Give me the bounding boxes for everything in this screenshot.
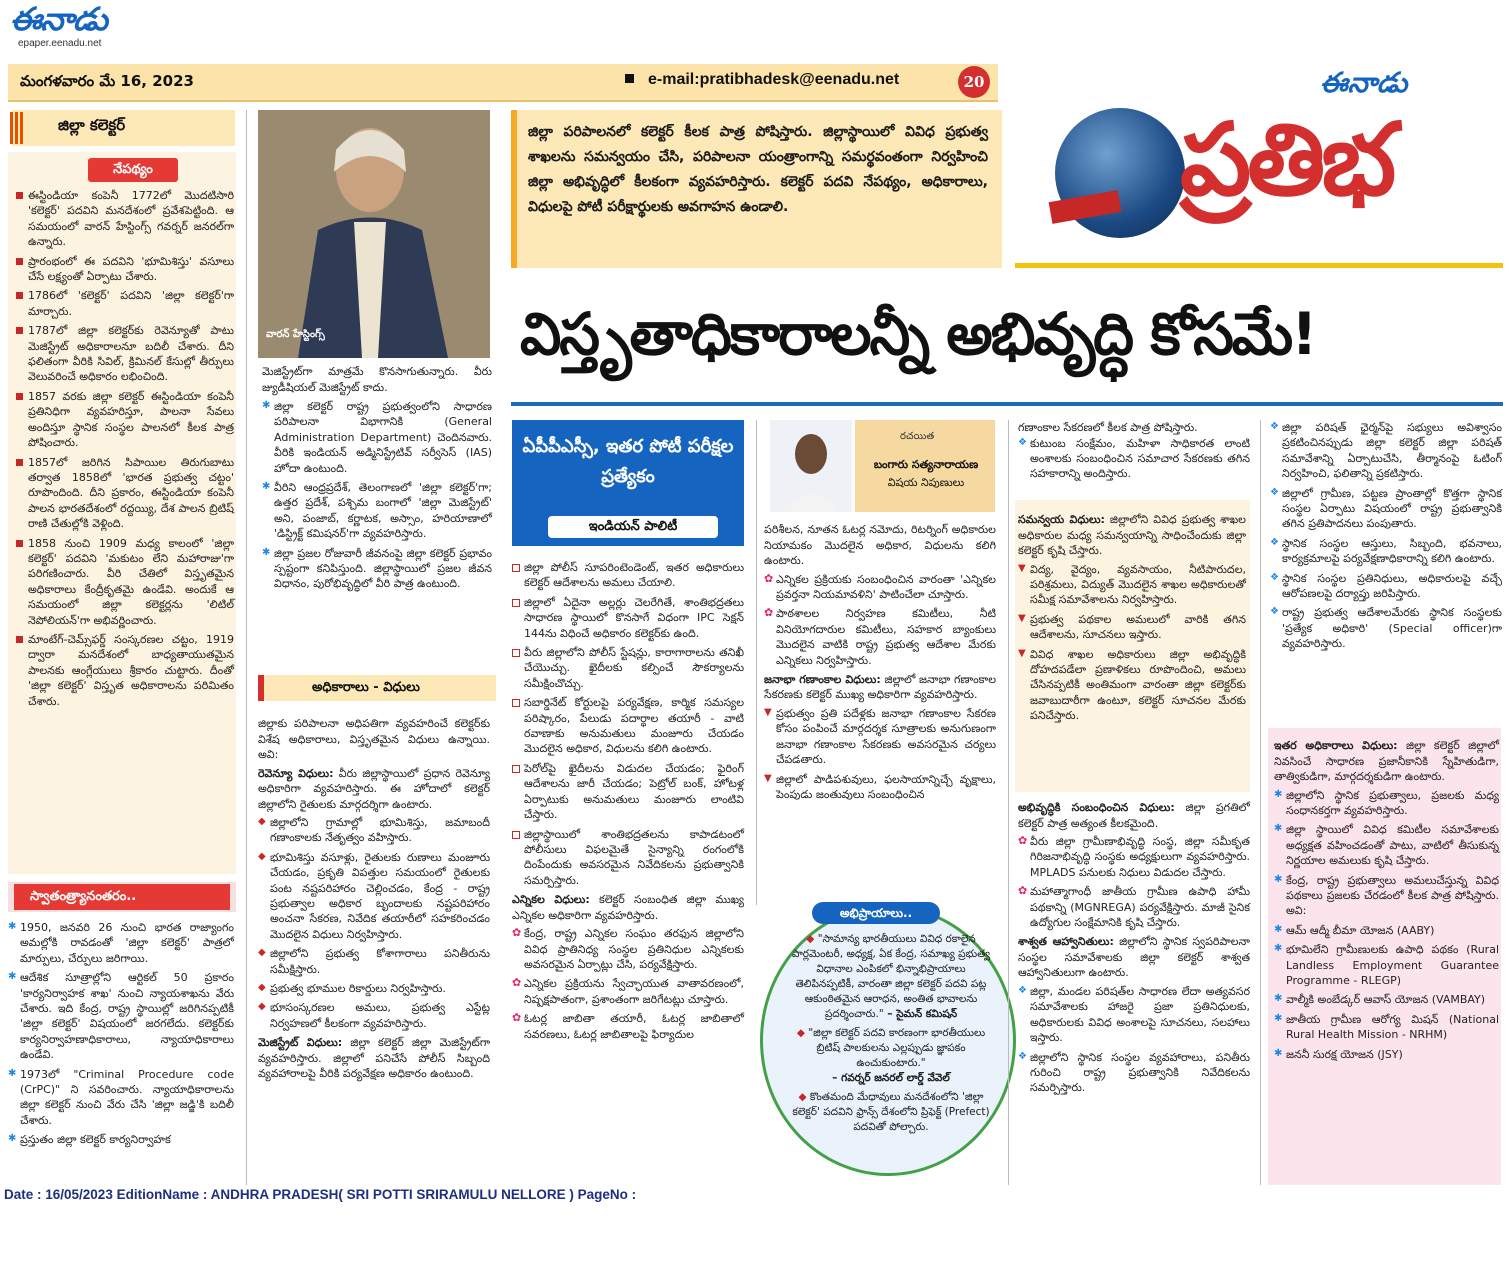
list-item: ❖ జిల్లా పరిషత్ ఛైర్మన్‌పై సభ్యులు అవిశ్వాసం ప్రకటించినప్పుడు జిల్లా కలెక్టర్ జిల్లా పరిషత్ సమావేశాన్ని ఏర్పాటుచేసి, తీర్మానంపై ఓటింగ్ నిర్వహించి, ఫలితాన్ని ప్రకటిస్తారు. (1270, 420, 1502, 482)
subsection-heading: నేపథ్యం (88, 158, 178, 182)
list-item: ◆ భూసంస్కరణల అమలు, ప్రభుత్వ ఎస్టేట్ల నిర్వహణలో కీలకంగా వ్యవహరిస్తారు. (258, 1000, 490, 1031)
quote (788, 932, 994, 1022)
list-item: జిల్లాలో ఏదైనా అల్లర్లు చెలరేగితే, శాంతిభద్రతలు సాధారణ స్థాయిలో కొనసాగే విధంగా IPC సెక్షన్ 144ను విధించే అధికారం కలెక్టర్‌కు ఉంది. (512, 595, 744, 641)
coordination-text (1018, 512, 1246, 728)
column2-list (262, 364, 492, 596)
quote (788, 1026, 994, 1086)
paragraph-body: జిల్లాలో జనాభా గణాంకాల సేకరణకు కలెక్టర్ ముఖ్య అధికారిగా వ్యవహరిస్తారు. (764, 672, 996, 702)
list-item: ❖ కుటుంబ సంక్షేమం, మహిళా సాధికారత లాంటి అంశాలకు సంబంధించిన సమాచార సేకరణకు తగిన సహకారాన్ని అందిస్తారు. (1018, 436, 1250, 482)
text-paragraph (1018, 934, 1250, 981)
list-item: 1858 నుంచి 1909 మధ్య కాలంలో 'జిల్లా కలెక్టర్' పదవిని 'మకుటం లేని మహారాజు'గా పరిగణించారు. వీరి చేతిలో విస్తృతమైన అధికారాలు కేంద్రీకృతమై ఉండేవి. అందుకే ఆ సమయంలో జిల్లా కలెక్టర్లను 'లిటిల్ నెపోలియన్'గా అభివర్ణించారు. (16, 536, 234, 628)
list-item: మాంటేగ్-చెమ్స్‌ఫర్డ్ సంస్కరణల చట్టం, 1919 ద్వారా మనదేశంలో బాధ్యతాయుతమైన పాలనకు ఆంగ్లేయులు శ్రీకారం చుట్టారు. దీంతో 'జిల్లా కలెక్టర్' విస్తృత అధికారాలను పరిమితం చేశారు. (16, 632, 234, 709)
page-number-badge: 20 (958, 66, 990, 98)
text-paragraph: పరిశీలన, నూతన ఓటర్ల నమోదు, రిటర్నింగ్ అధికారుల నియామకం మొదలైన అధికార, విధులను కలిగి ఉంటారు. (764, 523, 996, 567)
list-item: 1857లో జరిగిన సిపాయిల తిరుగుబాటు తర్వాత 1858లో 'భారత ప్రభుత్వ చట్టం' రూపొందింది. దీని ప్రకారం, ఈస్టిండియా కంపెనీ పాలన భారతదేశంలో రద్దయ్యి, దేశ పాలన బ్రిటిష్ రాణి చేతుల్లోకి వెళ్లింది. (16, 455, 234, 532)
list-item: ▼ ప్రభుత్వ పథకాల అమలులో వారికి తగిన ఆదేశాలను, సూచనలు ఇస్తారు. (1018, 612, 1246, 643)
quote-text: "జిల్లా కలెక్టర్ పదవి కారణంగా భారతీయులు బ్రిటిష్ పాలకులను ఎల్లప్పుడు జ్ఞాపకం ఉంచుకుంటారు." (808, 1027, 986, 1069)
text-paragraph (258, 1035, 490, 1082)
paragraph-heading: అభివృద్ధికి సంబంధించిన విధులు: (1018, 801, 1175, 814)
list-item: ✿ వీరు జిల్లా గ్రామీణాభివృద్ధి సంస్థ, జిల్లా సమీకృత గిరిజనాభివృద్ధి సంస్థకు అధ్యక్షులుగా వ్యవహరిస్తారు. MPLADS పనులకు నిధులు విడుదల చేస్తారు. (1018, 834, 1250, 880)
opinions-heading: అభిప్రాయాలు.. (812, 902, 940, 924)
other-powers-text (1274, 738, 1499, 1066)
bullet-icon (625, 74, 634, 83)
author-name (860, 456, 992, 492)
paragraph-heading: మెజిస్ట్రేట్ విధులు: (258, 1036, 343, 1050)
list-item: ◆ ప్రభుత్వ భూముల రికార్డులు నిర్వహిస్తారు. (258, 981, 490, 996)
list-item: ✿ పాఠశాలల నిర్వహణ కమిటీలు, నీటి వినియోగదారుల కమిటీలు, సహకార బ్యాంకులు మొదలైన వాటికి రాష్ట్ర ప్రభుత్వ ఆదేశాల మేరకు ఎన్నికలు నిర్వహిస్తారు. (764, 606, 996, 668)
text-paragraph: మెజిస్ట్రేట్‌గా మాత్రమే కొనసాగుతున్నారు. వీరు జ్యుడీషియల్ మెజిస్ట్రేట్ కాదు. (262, 365, 492, 394)
text-paragraph (1018, 800, 1250, 831)
list-item: జిల్లాస్థాయిలో శాంతిభద్రతలను కాపాడటంలో పోలీసులు విఫలమైతే సైన్యాన్ని రంగంలోకి దింపేందుకు అవసరమైన నివేదికలను ప్రభుత్వానికి సమర్పిస్తారు. (512, 827, 744, 889)
list-item: ✱ జాతీయ గ్రామీణ ఆరోగ్య మిషన్ (National Rural Health Mission - NRHM) (1274, 1012, 1499, 1043)
subsection-heading: అధికారాలు - విధులు (312, 680, 420, 695)
list-item: ✱ జిల్లాలోని స్థానిక ప్రభుత్వాలు, ప్రజలకు మధ్య సంధానకర్తగా వ్యవహరిస్తారు. (1274, 788, 1499, 819)
paragraph-body: జిల్లాలోని స్థానిక స్వపరిపాలనా సంస్థల సమావేశాలకు జిల్లా కలెక్టర్ శాశ్వత ఆహ్వానితులుగా ఉంటారు. (1018, 935, 1250, 980)
list-item: 1786లో 'కలెక్టర్' పదవిని 'జిల్లా కలెక్టర్'గా మార్చారు. (16, 288, 234, 319)
section-title: జిల్లా కలెక్టర్ (58, 116, 126, 134)
column3-text (512, 560, 744, 1046)
post-independence-list (8, 920, 234, 1152)
quote-author: – సైమన్ కమిషన్ (883, 1008, 958, 1020)
paragraph-heading: ఎన్నికల విధులు: (512, 893, 590, 907)
paragraph-heading: సమన్వయ విధులు: (1018, 513, 1105, 526)
list-item: ❖ స్థానిక సంస్థల ఆస్తులు, సిబ్బంది, భవనాలు, కార్యక్రమాలపై పర్యవేక్షణాధికారాన్ని కలిగి ఉంటారు. (1270, 536, 1502, 567)
paragraph-heading: జనాభా గణాంకాల విధులు: (764, 672, 881, 686)
author-photo (770, 420, 852, 512)
headline: విస్తృతాధికారాలన్నీ అభివృద్ధి కోసమే! (520, 300, 1316, 368)
author-desc: విషయ నిపుణులు (887, 476, 965, 489)
author-name-text: బంగారు సత్యనారాయణ (873, 458, 979, 471)
development-text (1018, 800, 1250, 1100)
list-item: ◆ జిల్లాలోని గ్రామాల్లో భూమిశిస్తు, జమాబందీ గణాంకాలకు నేతృత్వం వహిస్తారు. (258, 815, 490, 846)
list-item: ▼ వివిధ శాఖల అధికారులు జిల్లా అభివృద్ధికి దోహదపడేలా ప్రణాళికలు రూపొందించి, అమలు చేసినప్పటికీ అంతిమంగా వారంతా జిల్లా కలెక్టర్‌కు జవాబుదారీగా ఉంటూ, కలెక్టర్ సూచనల మేరకు పనిచేస్తారు. (1018, 647, 1246, 724)
list-item: ✱ జిల్లా కలెక్టర్ రాష్ట్ర ప్రభుత్వంలోని సాధారణ పరిపాలనా విభాగానికి (General Administration Department) చెందినవారు. వీరికి ఇండియన్ అడ్మినిస్ట్రేటివ్ సర్వీసెస్ (IAS) హోదా ఉంటుంది. (262, 399, 492, 476)
text-paragraph (258, 766, 490, 813)
text-paragraph (1018, 512, 1246, 559)
list-item: సబార్డినేట్ కోర్టులపై పర్యవేక్షణ, కార్మిక సమస్యల పరిష్కారం, పేలుడు పదార్థాల తయారీ - వాటి రవాణాకు అనుమతులు మంజూరు చేయడం మొదలైన అధికార, విధులను కలిగి ఉంటారు. (512, 695, 744, 757)
list-item: ▼ జిల్లాలో పాడిపశువులు, ఫలసాయాన్నిచ్చే వృక్షాలు, పెంపుడు జంతువులు సంబంధించిన (764, 772, 996, 803)
opinions-text (788, 932, 994, 1139)
list-item: ▼ విద్య, వైద్యం, వ్యవసాయం, నీటిపారుదల, పరిశ్రమలు, విద్యుత్ మొదలైన శాఖల అధికారులతో సమీక్ష సమావేశాలను నిర్వహిస్తారు. (1018, 562, 1246, 608)
author-role: రచయిత (900, 431, 935, 442)
list-item: జిల్లా పోలీస్ సూపరింటెండెంట్, ఇతర అధికారులు కలెక్టర్ ఆదేశాలను అమలు చేయాలి. (512, 560, 744, 591)
list-item: ✿ మహాత్మాగాంధీ జాతీయ గ్రామీణ ఉపాధి హామీ పథకాన్ని (MGNREGA) పర్యవేక్షిస్తారు. మాజీ సైనిక ఉద్యోగుల సంక్షేమానికి కృషి చేస్తారు. (1018, 884, 1250, 930)
column5-intro (1018, 420, 1250, 486)
list-item: 1787లో జిల్లా కలెక్టర్‌కు రెవెన్యూతో పాటు మెజిస్ట్రేట్ అధికారాలనూ బదిలీ చేశారు. దీని ఫలితంగా వీరికి సివిల్, క్రిమినల్ కేసుల్లో తీర్పులు వెలువరించే అధికారం లభించింది. (16, 323, 234, 385)
list-item: ✿ ఓటర్ల జాబితా తయారీ, ఓటర్ల జాబితాలో సవరణలు, ఓటర్ల జాబితాలపై ఫిర్యాదుల (512, 1011, 744, 1042)
subject-tag: ఇండియన్ పాలిటీ (548, 516, 718, 538)
quote (788, 1090, 994, 1135)
paragraph-heading: శాశ్వత ఆహ్వానితులు: (1018, 935, 1114, 949)
quote-text: కొంతమంది మేధావులు మనదేశంలోని 'జిల్లా కలెక్టర్' పదవిని ఫ్రాన్స్ దేశంలోని ప్రిఫెక్ట్ (Prefect) పదవితో పోల్చారు. (792, 1091, 990, 1133)
list-item: ✱ జిల్లా స్థాయిలో వివిధ కమిటీల సమావేశాలకు అధ్యక్షత వహించడంతో పాటు, వాటిలో తీసుకున్న నిర్ణయాల అమలుకు కృషి చేస్తారు. (1274, 822, 1499, 868)
subsection-heading: స్వాతంత్ర్యానంతరం.. (14, 884, 230, 910)
list-item: ▼ ప్రభుత్వం ప్రతి పదేళ్లకు జనాభా గణాంకాల సేకరణ కోసం పంపించే మార్గదర్శక సూత్రాలకు అనుగుణంగా జనాభా గణాంకాల సేకరణకు అవసరమైన చర్యలు చేపడతారు. (764, 706, 996, 768)
list-item: ఈస్టిండియా కంపెనీ 1772లో మొదటిసారి 'కలెక్టర్' పదవిని మనదేశంలో ప్రవేశపెట్టింది. ఆ సమయంలో వారన్ హేస్టింగ్స్ గవర్నర్ జనరల్‌గా ఉన్నారు. (16, 188, 234, 250)
issue-date: మంగళవారం మే 16, 2023 (20, 72, 194, 90)
list-item: ✱ ఆదేశిక సూత్రాల్లోని ఆర్టికల్ 50 ప్రకారం 'కార్యనిర్వాహక శాఖ' నుంచి న్యాయశాఖను వేరు చేశారు. ఇది కేంద్ర, రాష్ట్ర స్థాయిల్లో జరిగినప్పటికీ 'జిల్లా కలెక్టర్' విషయంలో జరగలేదు. కలెక్టర్‌కు కార్యనిర్వాహణాధికారాలు, న్యాయాధికారాలు ఉండేవి. (8, 970, 234, 1062)
column-divider (1008, 420, 1009, 1185)
background-list (16, 188, 234, 713)
paragraph-body: జిల్లా కలెక్టర్ జిల్లా మెజిస్ట్రేట్‌గా వ్యవహరిస్తారు. జిల్లాలో పనిచేసే పోలీస్ సిబ్బంది వ్యవహారాలపై వీరికి పర్యవేక్షణ అధికారం ఉంటుంది. (258, 1036, 490, 1081)
list-item: ❖ రాష్ట్ర ప్రభుత్వ ఆదేశాలమేరకు స్థానిక సంస్థలకు 'ప్రత్యేక అధికారి' (Special officer)గా వ్యవహరిస్తారు. (1270, 605, 1502, 651)
stripes-icon (10, 112, 24, 144)
list-item: వీరు జిల్లాలోని పోలీస్ స్టేషన్లు, కారాగారాలను తనిఖీ చేయొచ్చు. ఖైదీలకు కల్పించే సౌకర్యాలను సమీక్షించొచ్చు. (512, 645, 744, 691)
paragraph-body: జిల్లా కలెక్టర్ జిల్లాలో నివసించే సాధారణ ప్రజానీకానికి స్నేహితుడిగా, తాత్వికుడిగా, మార్గదర్శకుడిగా ఉంటారు. (1274, 739, 1499, 783)
list-item: ✱ వీరిని ఆంధ్రప్రదేశ్, తెలంగాణలో 'జిల్లా కలెక్టర్'గా; ఉత్తర ప్రదేశ్, పశ్చిమ బంగాలో 'జిల్లా మెజిస్ట్రేట్' అని, పంజాబ్, కర్ణాటక, అస్సాం, హరియాణాలో 'డిస్ట్రిక్ట్ కమిషనర్'గా వ్యవహరిస్తారు. (262, 480, 492, 542)
headline-rule (511, 402, 1503, 406)
list-item: ◆ భూమిశిస్తు వసూళ్లు, రైతులకు రుణాలు మంజూరు చేయడం, ప్రకృతి విపత్తుల సమయంలో రైతులకు పంట నష్టపరిహారం చెల్లించడం, కేంద్ర - రాష్ట్ర ప్రభుత్వాల అధికార బృందాలకు నష్టపరిహారం అంచనా సేకరణ, నివేదిక తయారీలో సహకరించడం మొదలైన విధులు నిర్వహిస్తారు. (258, 850, 490, 942)
list-item: ✱ ఆమ్ ఆద్మీ బీమా యోజన (AABY) (1274, 923, 1499, 938)
portrait-image (258, 110, 490, 358)
quote-text: "సామాన్య భారతీయులు వివిధ రకాలైన పార్లమెంటరీ, అధ్యక్ష, ఏక కేంద్ర, సమాఖ్య ప్రభుత్వ విధానాల ఎంపికలో భిన్నాభిప్రాయాలు తెలిపినప్పటికీ, వారంతా జిల్లా కలెక్టర్ పదవి పట్ల ఆకుంఠితమైన ఆరాధన, అంతిత భావాలను ప్రదర్శించారు." (791, 933, 991, 1020)
list-item: ❖ జిల్లా, మండల పరిషత్‌ల సాధారణ లేదా అత్యవసర సమావేశాలకు హాజరై ప్రజా ప్రతినిధులకు, అధికారులకు వివిధ అంశాలపై సూచనలు, సలహాలు ఇస్తారు. (1018, 984, 1250, 1046)
list-item: ✱ కేంద్ర, రాష్ట్ర ప్రభుత్వాలు అమలుచేస్తున్న వివిధ పథకాలు ప్రజలకు చేరడంలో కీలక పాత్ర పోషిస్తారు. అవి: (1274, 873, 1499, 919)
list-item: పెరోల్‌పై ఖైదీలను విడుదల చేయడం; ఫైరింగ్ ఆదేశాలను జారీ చేయడం; పెట్రోల్ బంక్, హోటళ్ల ఏర్పాటుకు అనుమతులు మంజూరు లాంటివి చేస్తారు. (512, 761, 744, 823)
list-item: ✱ భూమిలేని గ్రామీణులకు ఉపాధి పథకం (Rural Landless Employment Guarantee Programme - RLEGP) (1274, 942, 1499, 988)
list-item: 1857 వరకు జిల్లా కలెక్టర్ ఈస్టిండియా కంపెనీ ప్రతినిధిగా వ్యవహరిస్తూ, పాలనా సేవలు అందిస్తూ స్థానిక సంస్థల పాలనలో కీలక పాత్ర పోషించారు. (16, 389, 234, 451)
list-item: ◆ జిల్లాలోని ప్రభుత్వ కోశాగారాలు పనితీరును సమీక్షిస్తారు. (258, 946, 490, 977)
paragraph-body: వీరు జిల్లాస్థాయిలో ప్రధాన రెవెన్యూ అధికారిగా వ్యవహరిస్తారు. ఈ హోదాలో కలెక్టర్ జిల్లాలోని రైతులకు మార్గదర్శిగా ఉంటారు. (258, 766, 490, 811)
masthead-brand: ఈనాడు (1320, 66, 1408, 99)
list-item: ✱ జిల్లా ప్రజల రోజువారీ జీవనంపై జిల్లా కలెక్టర్ ప్రభావం స్పష్టంగా కనిపిస్తుంది. జిల్లాస్థాయిలో ప్రజల జీవన విధానం, పురోభివృద్ధిలో వీరి పాత్ర ఉంటుంది. (262, 546, 492, 592)
powers-text (258, 716, 490, 1082)
text-paragraph (512, 892, 744, 923)
text-paragraph: గణాంకాల సేకరణలో కీలక పాత్ర పోషిస్తారు. (1018, 421, 1198, 434)
eenadu-logo: ఈనాడు (10, 0, 107, 38)
text-paragraph (764, 672, 996, 703)
list-item: ✱ 1973లో "Criminal Procedure code (CrPC)" ని సవరించారు. న్యాయాధికారాలను జిల్లా కలెక్టర్ నుంచి వేరు చేసి 'జిల్లా జడ్జి'కి బదిలీ చేశారు. (8, 1067, 234, 1129)
list-item: ✿ ఎన్నికల ప్రక్రియకు సంబంధించిన వారంతా 'ఎన్నికల ప్రవర్తనా నియమావళిని' పాటించేలా చూస్తారు. (764, 572, 996, 603)
masthead-title: ప్రతిభ (1180, 101, 1393, 218)
list-item: ❖ స్థానిక సంస్థల ప్రతినిధులు, అధికారులపై వచ్చే ఆరోపణలపై దర్యాప్తు జరిపిస్తారు. (1270, 571, 1502, 602)
text-paragraph (1274, 738, 1499, 785)
list-item: ❖ జిల్లాలో గ్రామీణ, పట్టణ ప్రాంతాల్లో కొత్తగా స్థానిక సంస్థల ఏర్పాటు విషయంలో రాష్ట్ర ప్రభుత్వానికి తగిన ప్రతిపాదనలు పంపుతారు. (1270, 486, 1502, 532)
list-item: ✱ వాల్మీకి అంబేడ్కర్ ఆవాస్ యోజన (VAMBAY) (1274, 992, 1499, 1007)
portrait-caption: వారన్ హేస్టింగ్స్ (266, 329, 325, 340)
paragraph-body: జిల్లా ప్రగతిలో కలెక్టర్ పాత్ర అత్యంత కీలకమైంది. (1018, 801, 1250, 830)
desk-email[interactable]: e-mail:pratibhadesk@eenadu.net (648, 71, 900, 88)
intro-text: జిల్లా పరిపాలనలో కలెక్టర్ కీలక పాత్ర పోషిస్తారు. జిల్లాస్థాయిలో వివిధ ప్రభుత్వ శాఖలను సమన్వయం చేసి, పరిపాలనా యంత్రాంగాన్ని సమర్థవంతంగా నిర్వహించి జిల్లా అభివృద్ధిలో కీలకంగా వ్యవహరిస్తారు. కలెక్టర్ పదవి నేపథ్యం, అధికారాలు, విధులపై పోటీ పరీక్షార్థులకు అవగాహన ఉండాలి. (528, 124, 988, 215)
list-item: ❖ జిల్లాలోని స్థానిక సంస్థల వ్యవహారాలు, పనితీరు గురించి రాష్ట్ర ప్రభుత్వానికి నివేదికలను సమర్పిస్తారు. (1018, 1050, 1250, 1096)
quote-author: – గవర్నర్ జనరల్ లార్డ్ వేవెల్ (832, 1072, 950, 1084)
masthead-rule (1015, 263, 1503, 268)
epaper-url[interactable]: epaper.eenadu.net (18, 38, 102, 49)
list-item: ✿ కేంద్ర, రాష్ట్ర ఎన్నికల సంఘం తరఫున జిల్లాలోని వివిధ ప్రాతినిధ్య సంస్థల ప్రతినిధుల ఎన్నికలకు అవసరమైన ఏర్పాట్లు చేసి, పర్యవేక్షిస్తారు. (512, 926, 744, 972)
text-paragraph: జిల్లాకు పరిపాలనా అధిపతిగా వ్యవహరించే కలెక్టర్‌కు విశేష అధికారాలు, విస్తృతమైన విధులు ఉన్నాయి. అవి: (258, 717, 490, 761)
paragraph-body: కలెక్టర్ సంబంధిత జిల్లా ముఖ్య ఎన్నికల అధికారిగా వ్యవహరిస్తారు. (512, 893, 745, 922)
list-item: ✱ 1950, జనవరి 26 నుంచి భారత రాజ్యాంగం అమల్లోకి రావడంతో 'జిల్లా కలెక్టర్' పాత్రలో మార్పులు, చేర్పులు జరిగాయి. (8, 920, 234, 966)
paragraph-heading: ఇతర అధికారాలు విధులు: (1274, 739, 1398, 752)
column4-text (764, 522, 996, 806)
list-item: ✿ ఎన్నికల ప్రక్రియను స్వేచ్ఛాయుత వాతావరణంలో, నిష్పక్షపాతంగా, ప్రశాంతంగా జరిగేటట్లు చూస్తారు. (512, 976, 744, 1007)
list-item: ప్రారంభంలో ఈ పదవిని 'భూమిశిస్తు' వసూలు చేసే లక్ష్యంతో ఏర్పాటు చేశారు. (16, 254, 234, 285)
list-item: ✱ జననీ సురక్ష యోజన (JSY) (1274, 1047, 1499, 1062)
column6-text (1270, 420, 1502, 656)
list-item: ✱ ప్రస్తుతం జిల్లా కలెక్టర్ కార్యనిర్వాహక (8, 1132, 234, 1147)
paragraph-heading: రెవెన్యూ విధులు: (258, 766, 334, 780)
column-divider (246, 110, 247, 1185)
column-divider (756, 420, 757, 905)
appsc-title: ఏపీపీఎస్సీ, ఇతర పోటీ పరీక్షల ప్రత్యేకం (522, 436, 734, 487)
column-divider (1260, 420, 1261, 1185)
paragraph-body: జిల్లాలోని వివిధ ప్రభుత్వ శాఖల అధికారుల మధ్య సమన్వయాన్ని సాధించేందుకు జిల్లా కలెక్టర్ కృషి చేస్తారు. (1018, 513, 1246, 557)
edition-footer: Date : 16/05/2023 EditionName : ANDHRA PRADESH( SRI POTTI SRIRAMULU NELLORE ) PageNo : (4, 1187, 637, 1202)
